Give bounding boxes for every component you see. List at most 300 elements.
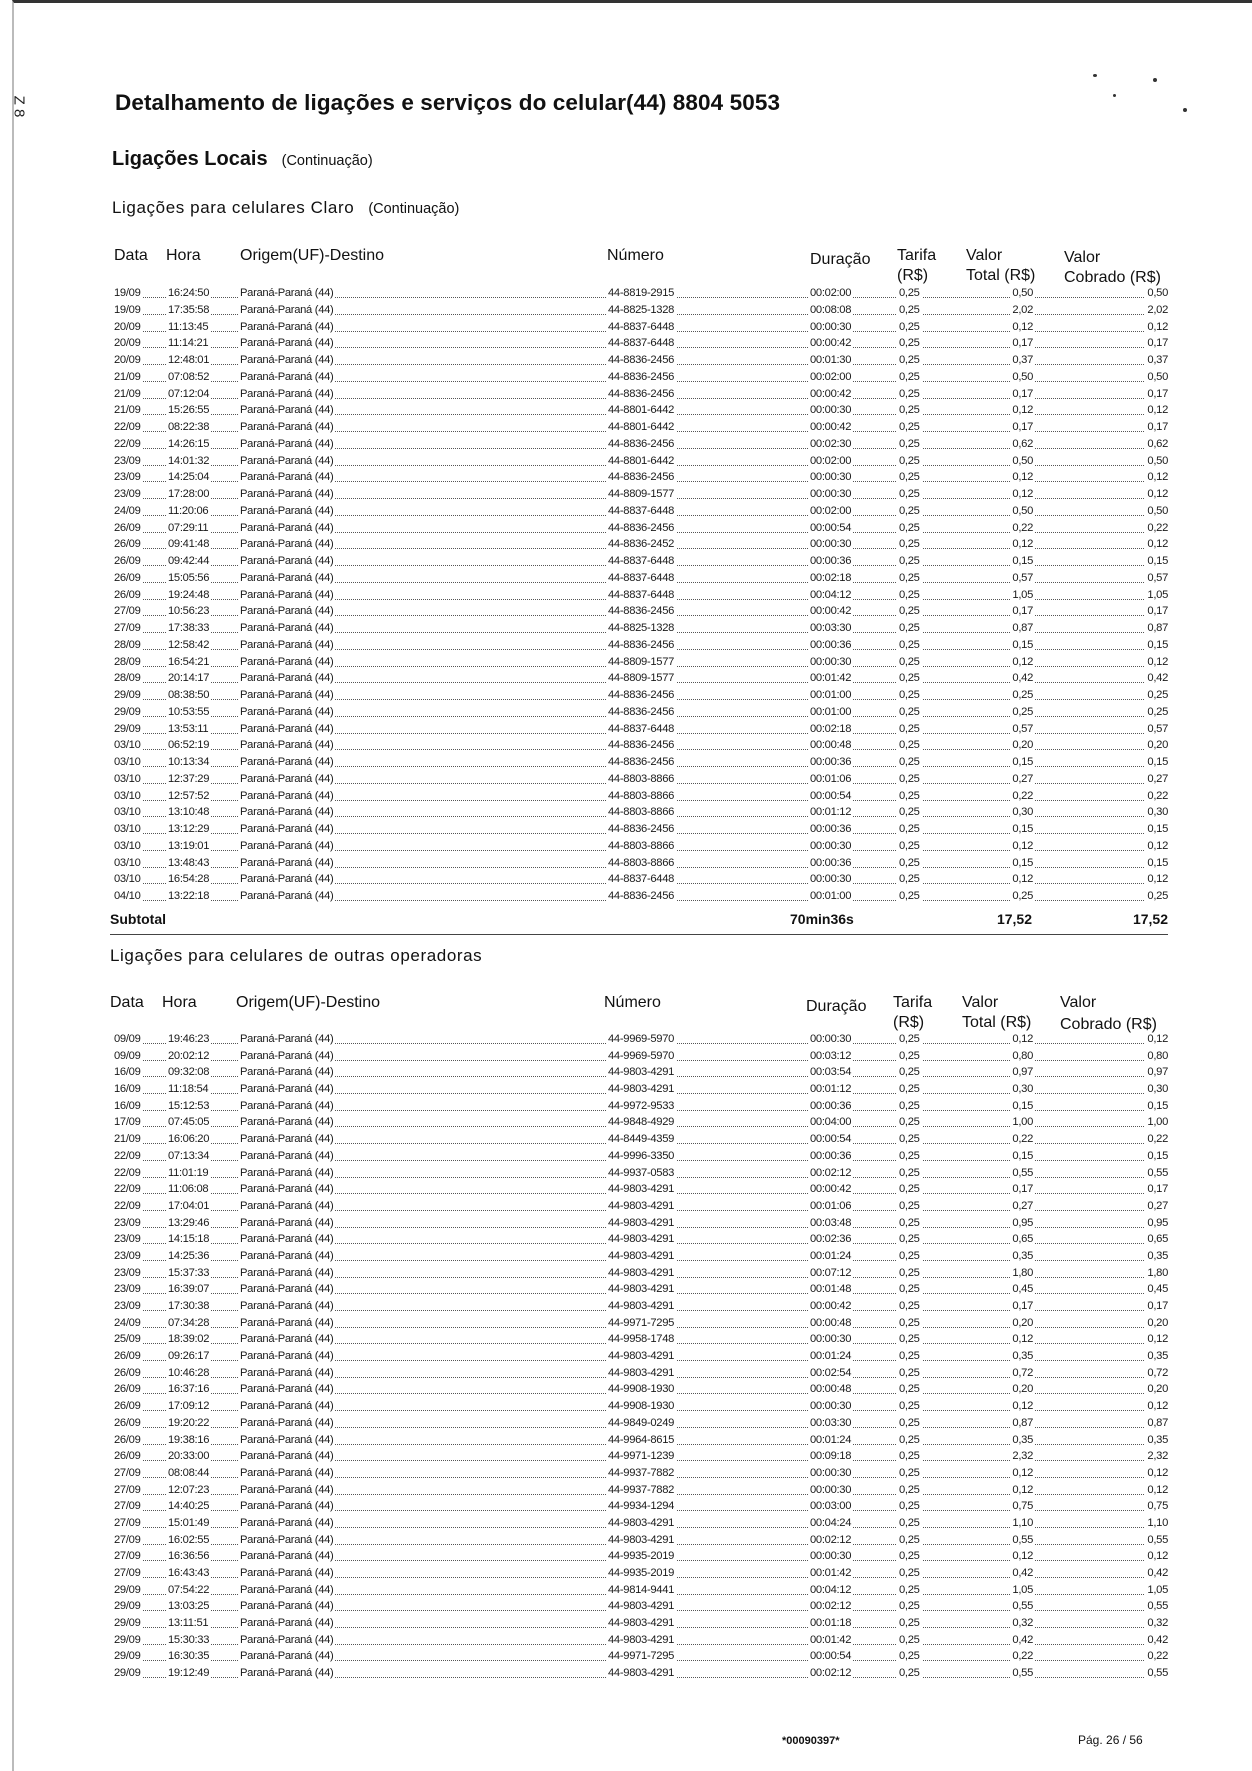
cell-hora: 17:38:33 — [168, 622, 210, 634]
table-row — [0, 621, 1252, 638]
cell-duracao: 00:00:54 — [810, 789, 852, 802]
subtotal-duracao: 70min36s — [790, 911, 854, 927]
cell-hora: 09:41:48 — [168, 538, 210, 551]
cell-hora: 15:01:49 — [168, 1516, 210, 1529]
cell-data: 26/09 — [114, 521, 141, 534]
cell-numero: 44-9971-1239 — [608, 1450, 675, 1463]
cell-tarifa: 0,25 — [899, 1350, 920, 1363]
cell-tarifa: 0,25 — [899, 1149, 920, 1162]
cell-numero: 44-8836-2456 — [608, 689, 675, 701]
cell-hora: 11:01:19 — [168, 1166, 209, 1179]
cell-tarifa: 0,25 — [899, 454, 920, 467]
table-row — [0, 856, 1252, 873]
cell-hora: 17:35:58 — [168, 303, 210, 316]
subtotal-row — [0, 908, 1252, 934]
cell-duracao: 00:00:30 — [810, 404, 852, 417]
cell-tarifa: 0,25 — [899, 1650, 920, 1663]
cell-data: 03/10 — [114, 756, 141, 768]
cell-duracao: 00:02:00 — [810, 370, 852, 383]
cell-valor-cobrado: 0,97 — [1147, 1066, 1168, 1079]
cell-valor-cobrado: 0,55 — [1147, 1600, 1168, 1613]
cell-tarifa: 0,25 — [899, 337, 920, 350]
cell-duracao: 00:00:30 — [810, 320, 852, 333]
cell-hora: 10:53:55 — [168, 705, 210, 718]
cell-numero: 44-8836-2456 — [608, 370, 675, 383]
cell-numero: 44-8836-2456 — [608, 739, 675, 752]
cell-origem-destino: Paraná-Paraná (44) — [240, 1149, 334, 1162]
cell-duracao: 00:02:00 — [810, 454, 852, 467]
cell-valor-total: 0,15 — [1012, 823, 1033, 835]
cell-valor-cobrado: 0,30 — [1147, 1083, 1168, 1096]
cell-numero: 44-8809-1577 — [608, 672, 675, 685]
cell-valor-total: 0,12 — [1012, 1033, 1033, 1045]
cell-duracao: 00:04:24 — [810, 1516, 852, 1529]
cell-tarifa: 0,25 — [899, 655, 920, 668]
cell-hora: 16:30:35 — [168, 1650, 210, 1663]
cell-hora: 11:18:54 — [168, 1083, 209, 1096]
page-title: Detalhamento de ligações e serviços do celular(44) 8804 5053 — [115, 90, 781, 115]
cell-valor-total: 0,12 — [1012, 320, 1033, 333]
cell-tarifa: 0,25 — [899, 722, 920, 735]
cell-tarifa: 0,25 — [899, 404, 920, 417]
cell-origem-destino: Paraná-Paraná (44) — [240, 739, 334, 752]
cell-valor-cobrado: 0,42 — [1147, 1567, 1168, 1579]
cell-duracao: 00:00:30 — [810, 1466, 852, 1479]
cell-data: 27/09 — [114, 622, 141, 634]
table-row — [0, 1416, 1252, 1433]
table-row — [0, 1199, 1252, 1216]
cell-numero: 44-9803-4291 — [608, 1233, 675, 1246]
table-row — [0, 487, 1252, 504]
cell-tarifa: 0,25 — [899, 1266, 920, 1279]
cell-valor-total: 1,00 — [1012, 1116, 1033, 1129]
cell-data: 23/09 — [114, 1300, 141, 1312]
cell-valor-total: 0,50 — [1012, 504, 1033, 517]
cell-duracao: 00:04:12 — [810, 1583, 852, 1596]
cell-numero: 44-9803-4291 — [608, 1199, 675, 1212]
cell-numero: 44-9935-2019 — [608, 1567, 675, 1579]
cell-tarifa: 0,25 — [899, 1667, 920, 1680]
cell-numero: 44-8449-4359 — [608, 1133, 675, 1146]
cell-duracao: 00:01:30 — [810, 354, 852, 366]
cell-duracao: 00:01:00 — [810, 689, 852, 701]
table-row — [0, 738, 1252, 755]
cell-origem-destino: Paraná-Paraná (44) — [240, 672, 334, 685]
cell-tarifa: 0,25 — [899, 789, 920, 802]
col-header-tarifa: Tarifa — [897, 247, 937, 264]
cell-hora: 10:13:34 — [168, 756, 210, 768]
cell-data: 21/09 — [114, 404, 141, 417]
cell-valor-total: 1,10 — [1012, 1516, 1033, 1529]
cell-data: 16/09 — [114, 1099, 141, 1112]
cell-data: 25/09 — [114, 1333, 141, 1346]
cell-data: 26/09 — [114, 538, 141, 551]
cell-valor-cobrado: 0,12 — [1147, 1033, 1168, 1045]
cell-tarifa: 0,25 — [899, 1216, 920, 1229]
cell-duracao: 00:01:48 — [810, 1283, 852, 1296]
cell-numero: 44-8837-6448 — [608, 504, 675, 517]
table-row — [0, 1349, 1252, 1366]
cell-numero: 44-9803-4291 — [608, 1667, 675, 1680]
cell-data: 27/09 — [114, 1466, 141, 1479]
cell-valor-total: 0,87 — [1012, 622, 1033, 634]
cell-valor-total: 0,15 — [1012, 1149, 1033, 1162]
cell-numero: 44-8837-6448 — [608, 571, 675, 584]
cell-duracao: 00:00:42 — [810, 421, 852, 433]
cell-hora: 15:26:55 — [168, 404, 210, 417]
cell-valor-cobrado: 0,12 — [1147, 655, 1168, 668]
cell-duracao: 00:01:00 — [810, 705, 852, 718]
cell-origem-destino: Paraná-Paraná (44) — [240, 287, 334, 299]
cell-valor-total: 0,12 — [1012, 1400, 1033, 1413]
table-row — [0, 789, 1252, 806]
cell-tarifa: 0,25 — [899, 839, 920, 852]
section-heading-text: Ligações Locais — [112, 148, 268, 170]
cell-data: 23/09 — [114, 488, 141, 500]
cell-valor-total: 0,15 — [1012, 756, 1033, 768]
cell-origem-destino: Paraná-Paraná (44) — [240, 1483, 334, 1496]
cell-tarifa: 0,25 — [899, 823, 920, 835]
table-row — [0, 1282, 1252, 1299]
cell-duracao: 00:00:36 — [810, 856, 852, 869]
table-row — [0, 1433, 1252, 1450]
cell-numero: 44-8803-8866 — [608, 789, 675, 802]
cell-numero: 44-8836-2456 — [608, 354, 675, 366]
cell-data: 23/09 — [114, 1266, 141, 1279]
cell-duracao: 00:02:12 — [810, 1600, 852, 1613]
cell-valor-cobrado: 0,15 — [1147, 756, 1168, 768]
cell-valor-cobrado: 0,37 — [1147, 354, 1168, 366]
cell-origem-destino: Paraná-Paraná (44) — [240, 571, 334, 584]
table-row — [0, 1499, 1252, 1516]
table-row — [0, 671, 1252, 688]
cell-hora: 19:46:23 — [168, 1033, 210, 1045]
cell-numero: 44-8836-2456 — [608, 890, 675, 902]
cell-valor-cobrado: 0,27 — [1147, 1199, 1168, 1212]
cell-origem-destino: Paraná-Paraná (44) — [240, 806, 334, 819]
cell-numero: 44-9971-7295 — [608, 1650, 675, 1663]
cell-tarifa: 0,25 — [899, 1333, 920, 1346]
cell-hora: 07:45:05 — [168, 1116, 210, 1129]
cell-data: 23/09 — [114, 454, 141, 467]
cell-valor-cobrado: 0,12 — [1147, 1466, 1168, 1479]
table-row — [0, 638, 1252, 655]
cell-valor-total: 0,55 — [1012, 1533, 1033, 1546]
cell-duracao: 00:01:06 — [810, 772, 852, 785]
cell-duracao: 00:00:48 — [810, 739, 852, 752]
cell-data: 16/09 — [114, 1066, 141, 1079]
cell-data: 24/09 — [114, 504, 141, 517]
cell-duracao: 00:00:30 — [810, 1033, 852, 1045]
cell-data: 27/09 — [114, 1500, 141, 1513]
cell-hora: 13:03:25 — [168, 1600, 210, 1613]
cell-valor-cobrado: 0,72 — [1147, 1366, 1168, 1379]
cell-origem-destino: Paraná-Paraná (44) — [240, 387, 334, 400]
table-row — [0, 1316, 1252, 1333]
cell-duracao: 00:01:12 — [810, 1083, 852, 1096]
cell-duracao: 00:00:42 — [810, 605, 852, 618]
cell-numero: 44-8836-2456 — [608, 823, 675, 835]
cell-tarifa: 0,25 — [899, 1133, 920, 1146]
cell-numero: 44-9803-4291 — [608, 1066, 675, 1079]
cell-valor-total: 0,25 — [1012, 705, 1033, 718]
cell-origem-destino: Paraná-Paraná (44) — [240, 1633, 334, 1646]
subtotal-valor-cobrado: 17,52 — [1132, 911, 1168, 927]
cell-hora: 16:43:43 — [168, 1567, 210, 1579]
cell-origem-destino: Paraná-Paraná (44) — [240, 1099, 334, 1112]
cell-origem-destino: Paraná-Paraná (44) — [240, 1466, 334, 1479]
cell-origem-destino: Paraná-Paraná (44) — [240, 1233, 334, 1246]
table-row — [0, 1466, 1252, 1483]
cell-data: 29/09 — [114, 1583, 141, 1596]
cell-hora: 12:07:23 — [168, 1483, 210, 1496]
cell-data: 03/10 — [114, 873, 141, 886]
cell-data: 22/09 — [114, 421, 141, 433]
cell-hora: 11:13:45 — [168, 320, 209, 333]
cell-valor-cobrado: 0,95 — [1147, 1216, 1168, 1229]
cell-valor-cobrado: 0,62 — [1147, 437, 1168, 450]
table-row — [0, 1399, 1252, 1416]
cell-valor-cobrado: 1,00 — [1147, 1116, 1168, 1129]
cell-valor-total: 0,50 — [1012, 370, 1033, 383]
cell-hora: 20:02:12 — [168, 1049, 210, 1062]
cell-numero: 44-8836-2456 — [608, 756, 675, 768]
cell-hora: 16:54:28 — [168, 873, 210, 886]
cell-hora: 13:29:46 — [168, 1216, 210, 1229]
table-row — [0, 1166, 1252, 1183]
cell-tarifa: 0,25 — [899, 1633, 920, 1646]
cell-duracao: 00:00:36 — [810, 823, 852, 835]
cell-data: 22/09 — [114, 437, 141, 450]
cell-origem-destino: Paraná-Paraná (44) — [240, 1083, 334, 1096]
cell-origem-destino: Paraná-Paraná (44) — [240, 1617, 334, 1630]
cell-data: 27/09 — [114, 1533, 141, 1546]
table-row — [0, 1232, 1252, 1249]
cell-numero: 44-8837-6448 — [608, 337, 675, 350]
cell-hora: 14:25:04 — [168, 471, 210, 484]
table-row — [0, 1633, 1252, 1650]
cell-numero: 44-8837-6448 — [608, 588, 675, 601]
cell-duracao: 00:02:00 — [810, 504, 852, 517]
cell-valor-total: 0,25 — [1012, 689, 1033, 701]
cell-hora: 16:02:55 — [168, 1533, 210, 1546]
cell-hora: 09:32:08 — [168, 1066, 210, 1079]
cell-numero: 44-9803-4291 — [608, 1249, 675, 1262]
cell-tarifa: 0,25 — [899, 1366, 920, 1379]
col-header-valor-total: Valor — [966, 247, 1003, 264]
cell-valor-total: 0,15 — [1012, 638, 1033, 651]
cell-valor-cobrado: 1,80 — [1147, 1266, 1168, 1279]
cell-data: 26/09 — [114, 1450, 141, 1463]
cell-data: 03/10 — [114, 823, 141, 835]
cell-hora: 16:39:07 — [168, 1283, 210, 1296]
cell-origem-destino: Paraná-Paraná (44) — [240, 1383, 334, 1396]
cell-valor-total: 0,50 — [1012, 454, 1033, 467]
cell-duracao: 00:00:30 — [810, 1400, 852, 1413]
cell-valor-total: 0,72 — [1012, 1366, 1033, 1379]
cell-valor-total: 0,57 — [1012, 722, 1033, 735]
cell-valor-total: 0,12 — [1012, 488, 1033, 500]
cell-tarifa: 0,25 — [899, 856, 920, 869]
cell-hora: 07:34:28 — [168, 1316, 210, 1329]
col-header-origem: Origem(UF)-Destino — [240, 247, 385, 264]
cell-tarifa: 0,25 — [899, 1483, 920, 1496]
col-header-valor-total-unit: Total (R$) — [962, 1014, 1032, 1031]
cell-origem-destino: Paraná-Paraná (44) — [240, 555, 334, 567]
cell-origem-destino: Paraná-Paraná (44) — [240, 772, 334, 785]
cell-tarifa: 0,25 — [899, 1433, 920, 1446]
cell-hora: 19:38:16 — [168, 1433, 210, 1446]
cell-tarifa: 0,25 — [899, 588, 920, 601]
cell-tarifa: 0,25 — [899, 705, 920, 718]
cell-origem-destino: Paraná-Paraná (44) — [240, 705, 334, 718]
cell-valor-total: 0,12 — [1012, 873, 1033, 886]
cell-duracao: 00:00:30 — [810, 1333, 852, 1346]
cell-valor-total: 0,55 — [1012, 1600, 1033, 1613]
table-row — [0, 1216, 1252, 1233]
table-body-claro — [0, 286, 1252, 906]
cell-origem-destino: Paraná-Paraná (44) — [240, 521, 334, 534]
cell-tarifa: 0,25 — [899, 1383, 920, 1396]
cell-data: 27/09 — [114, 605, 141, 618]
col-header-valor-cobrado-unit: Cobrado (R$) — [1060, 1016, 1157, 1033]
cell-data: 21/09 — [114, 387, 141, 400]
cell-valor-cobrado: 0,50 — [1147, 287, 1168, 299]
document-barcode-number: *00090397* — [782, 1735, 840, 1747]
cell-valor-total: 2,02 — [1012, 303, 1033, 316]
cell-valor-cobrado: 0,12 — [1147, 471, 1168, 484]
cell-origem-destino: Paraná-Paraná (44) — [240, 605, 334, 618]
cell-data: 23/09 — [114, 1249, 141, 1262]
cell-duracao: 00:03:00 — [810, 1500, 852, 1513]
cell-duracao: 00:01:06 — [810, 1199, 852, 1212]
cell-origem-destino: Paraná-Paraná (44) — [240, 655, 334, 668]
cell-hora: 13:10:48 — [168, 806, 210, 819]
table-row — [0, 1583, 1252, 1600]
cell-hora: 08:38:50 — [168, 689, 210, 701]
cell-valor-total: 0,42 — [1012, 1567, 1033, 1579]
cell-valor-total: 0,27 — [1012, 772, 1033, 785]
table-row — [0, 805, 1252, 822]
section-continuation: (Continuação) — [281, 153, 373, 169]
table-row — [0, 1049, 1252, 1066]
cell-duracao: 00:00:30 — [810, 488, 852, 500]
col-header-valor-cobrado: Valor — [1060, 994, 1097, 1011]
cell-duracao: 00:02:18 — [810, 571, 852, 584]
cell-tarifa: 0,25 — [899, 756, 920, 768]
cell-origem-destino: Paraná-Paraná (44) — [240, 1166, 334, 1179]
cell-hora: 07:29:11 — [168, 521, 209, 534]
scan-specks — [1087, 72, 1197, 122]
table-row — [0, 1516, 1252, 1533]
cell-valor-total: 0,12 — [1012, 839, 1033, 852]
cell-valor-total: 0,30 — [1012, 806, 1033, 819]
cell-tarifa: 0,25 — [899, 555, 920, 567]
subtotal-label: Subtotal — [110, 911, 166, 927]
cell-numero: 44-8803-8866 — [608, 856, 675, 869]
cell-origem-destino: Paraná-Paraná (44) — [240, 1533, 334, 1546]
cell-valor-cobrado: 0,42 — [1147, 672, 1168, 685]
table-row — [0, 303, 1252, 320]
cell-numero: 44-9969-5970 — [608, 1033, 675, 1045]
cell-valor-cobrado: 0,15 — [1147, 1149, 1168, 1162]
table-row — [0, 1099, 1252, 1116]
cell-valor-total: 0,87 — [1012, 1416, 1033, 1429]
table-row — [0, 1132, 1252, 1149]
cell-numero: 44-9803-4291 — [608, 1633, 675, 1646]
cell-duracao: 00:00:36 — [810, 1099, 852, 1112]
cell-origem-destino: Paraná-Paraná (44) — [240, 823, 334, 835]
cell-duracao: 00:00:54 — [810, 1133, 852, 1146]
cell-valor-cobrado: 0,15 — [1147, 555, 1168, 567]
cell-valor-cobrado: 0,12 — [1147, 320, 1168, 333]
cell-numero: 44-9964-8615 — [608, 1433, 675, 1446]
cell-duracao: 00:01:42 — [810, 1633, 852, 1646]
cell-data: 29/09 — [114, 722, 141, 735]
cell-tarifa: 0,25 — [899, 1400, 920, 1413]
table-row — [0, 872, 1252, 889]
cell-valor-cobrado: 0,25 — [1147, 890, 1168, 902]
cell-tarifa: 0,25 — [899, 772, 920, 785]
cell-numero: 44-8837-6448 — [608, 722, 675, 735]
cell-numero: 44-8837-6448 — [608, 320, 675, 333]
cell-hora: 07:12:04 — [168, 387, 210, 400]
cell-numero: 44-8836-2456 — [608, 638, 675, 651]
cell-data: 27/09 — [114, 1567, 141, 1579]
cell-origem-destino: Paraná-Paraná (44) — [240, 504, 334, 517]
cell-data: 23/09 — [114, 1216, 141, 1229]
cell-valor-total: 0,25 — [1012, 890, 1033, 902]
cell-data: 26/09 — [114, 1366, 141, 1379]
cell-duracao: 00:00:30 — [810, 471, 852, 484]
cell-valor-cobrado: 0,30 — [1147, 806, 1168, 819]
cell-numero: 44-9814-9441 — [608, 1583, 675, 1596]
cell-data: 20/09 — [114, 337, 141, 350]
cell-valor-total: 0,30 — [1012, 1083, 1033, 1096]
cell-valor-cobrado: 1,05 — [1147, 1583, 1168, 1596]
cell-hora: 07:13:34 — [168, 1149, 210, 1162]
cell-origem-destino: Paraná-Paraná (44) — [240, 1450, 334, 1463]
subtotal-divider — [110, 934, 1168, 935]
cell-valor-total: 0,12 — [1012, 1333, 1033, 1346]
cell-data: 27/09 — [114, 1516, 141, 1529]
cell-duracao: 00:02:54 — [810, 1366, 852, 1379]
col-header-valor-cobrado-unit: Cobrado (R$) — [1064, 269, 1161, 286]
table-row — [0, 437, 1252, 454]
cell-data: 26/09 — [114, 571, 141, 584]
cell-origem-destino: Paraná-Paraná (44) — [240, 789, 334, 802]
cell-valor-total: 0,35 — [1012, 1249, 1033, 1262]
cell-tarifa: 0,25 — [899, 1550, 920, 1563]
cell-valor-total: 0,12 — [1012, 1466, 1033, 1479]
cell-data: 28/09 — [114, 672, 141, 685]
cell-valor-cobrado: 0,55 — [1147, 1166, 1168, 1179]
table-row — [0, 1299, 1252, 1316]
cell-numero: 44-8809-1577 — [608, 655, 675, 668]
table-body-outras — [0, 1032, 1252, 1683]
cell-valor-total: 0,12 — [1012, 1483, 1033, 1496]
cell-hora: 13:11:51 — [168, 1617, 209, 1630]
cell-tarifa: 0,25 — [899, 421, 920, 433]
col-header-data: Data — [110, 994, 144, 1011]
cell-tarifa: 0,25 — [899, 504, 920, 517]
cell-hora: 16:37:16 — [168, 1383, 210, 1396]
cell-origem-destino: Paraná-Paraná (44) — [240, 1400, 334, 1413]
table-row — [0, 1149, 1252, 1166]
cell-data: 03/10 — [114, 789, 141, 802]
cell-tarifa: 0,25 — [899, 1516, 920, 1529]
cell-origem-destino: Paraná-Paraná (44) — [240, 1567, 334, 1579]
